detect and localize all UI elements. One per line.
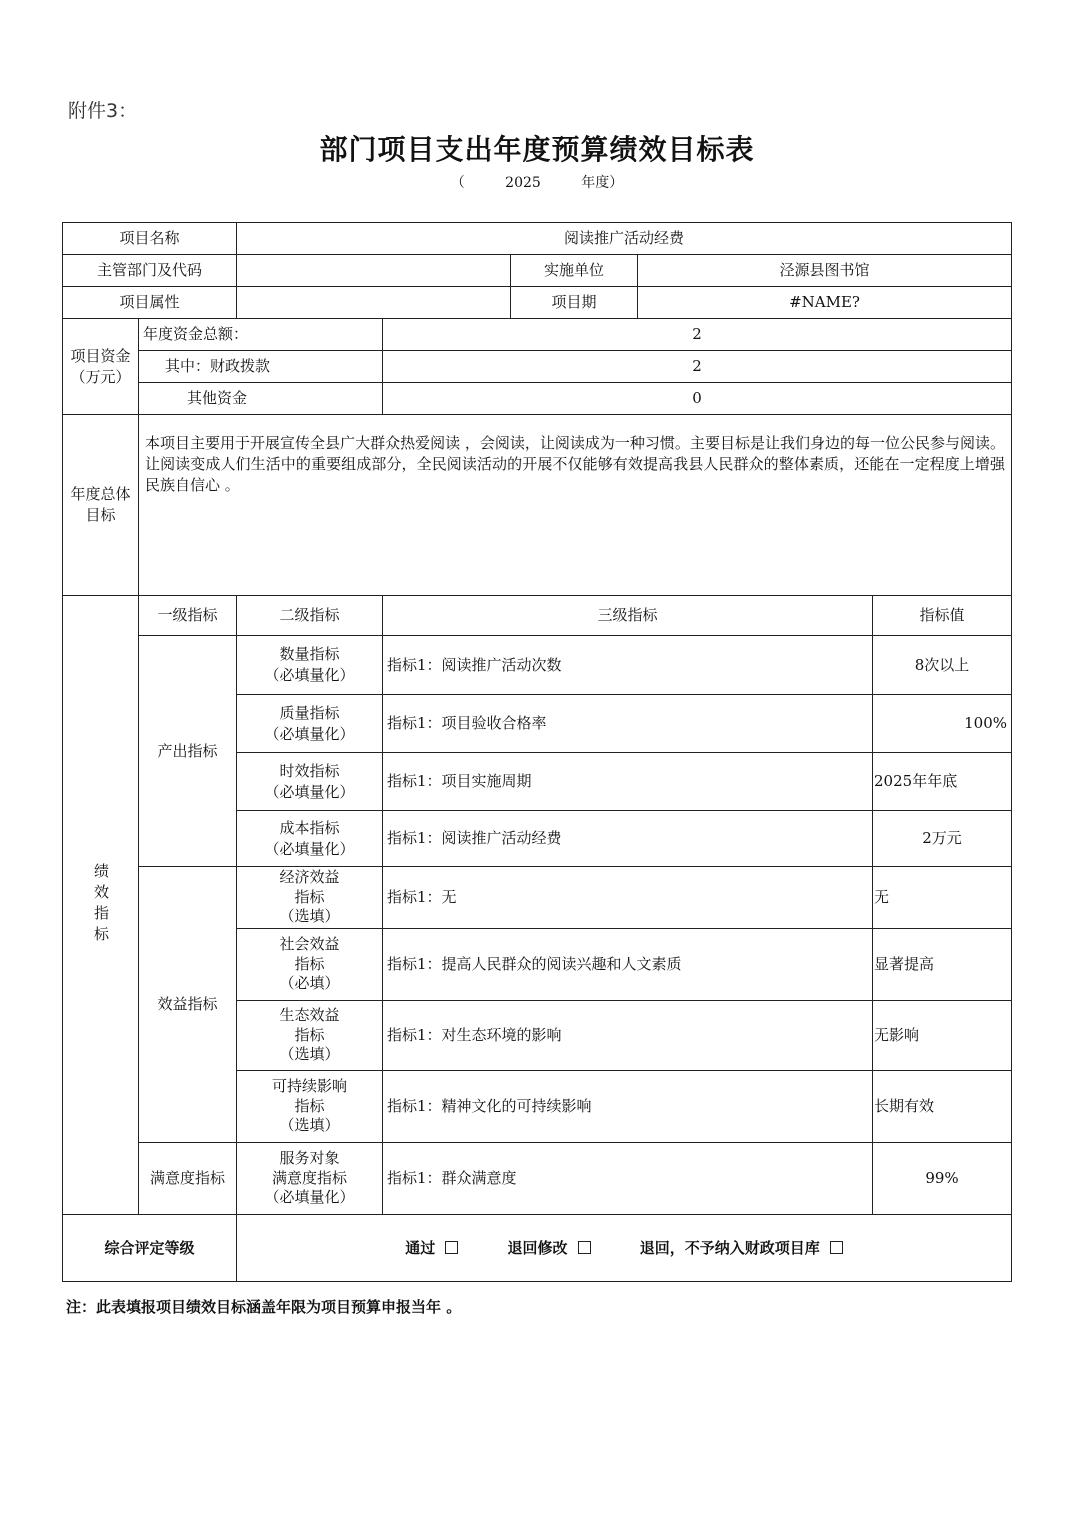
level2-line3: （选填） (279, 1116, 340, 1135)
project-name-value-cell: 阅读推广活动经费 (237, 223, 1012, 255)
level2-line1: 成本指标 (279, 818, 340, 837)
row-rating (63, 1215, 1012, 1282)
attr-value-cell (237, 287, 511, 319)
year-close: 年度） (581, 175, 624, 191)
funds-total-value: 2 (383, 319, 1012, 351)
level2-line3: （必填） (279, 974, 340, 993)
level3-cell: 指标1：阅读推广活动次数 (383, 636, 873, 695)
attachment-label: 附件3： (68, 100, 138, 122)
row-attr-precise (63, 287, 1012, 319)
level3-cell: 指标1：项目验收合格率 (383, 695, 873, 753)
funds-fiscal-label: 其中：财政拨款 (139, 351, 383, 383)
level2-line1: 可持续影响 (272, 1077, 348, 1096)
level2-cell (237, 695, 383, 753)
level3-cell: 指标1：阅读推广活动经费 (383, 811, 873, 867)
year-line (0, 172, 1074, 192)
value-cell: 100% (873, 695, 1012, 753)
checkbox-return-modify[interactable] (578, 1241, 591, 1254)
level2-cell (237, 929, 383, 1001)
value-cell: 显著提高 (873, 929, 1012, 1001)
level2-line2: 指标 (294, 954, 325, 973)
goal-label-line1: 年度总体 (70, 485, 131, 503)
dept-label-cell: 主管部门及代码 (63, 255, 237, 287)
dept-value-cell (237, 255, 511, 287)
level2-cell (237, 636, 383, 695)
row-funds-other (63, 383, 1012, 415)
level2-line3: （必填量化） (264, 839, 355, 858)
checkbox-reject[interactable] (830, 1241, 843, 1254)
level2-line3: （必填量化） (264, 1188, 355, 1207)
level2-line1: 经济效益 (279, 868, 340, 887)
rating-option-return-modify[interactable] (508, 1238, 591, 1259)
row-project-name-precise (63, 223, 1012, 255)
funds-label-line1: 项目资金 (70, 346, 131, 365)
funds-fiscal-value: 2 (383, 351, 1012, 383)
row-funds-total (63, 319, 1012, 351)
table-row (63, 636, 1012, 695)
row-funds-fiscal (63, 351, 1012, 383)
satisfaction-label: 满意度指标 (139, 1143, 237, 1215)
value-cell: 2025年年底 (873, 753, 1012, 811)
level2-line3: （选填） (279, 1045, 340, 1064)
benefit-label: 效益指标 (139, 867, 237, 1143)
impl-unit-label-cell: 实施单位 (511, 255, 638, 286)
perf-section-label-cell (63, 596, 139, 1215)
level2-line1: 生态效益 (279, 1006, 340, 1025)
col-value-header: 指标值 (873, 596, 1012, 636)
rating-pass-label: 通过 (405, 1238, 436, 1257)
period-group (511, 287, 1012, 319)
table-row (63, 1143, 1012, 1215)
level3-cell: 指标1：无 (383, 867, 873, 929)
funds-other-value: 0 (383, 383, 1012, 415)
col-level1-header: 一级指标 (139, 596, 237, 636)
perf-section-label: 绩效指标 (92, 863, 110, 947)
level3-cell: 指标1：对生态环境的影响 (383, 1001, 873, 1071)
level2-line2: 指标 (294, 1096, 325, 1115)
rating-option-reject[interactable] (640, 1238, 843, 1259)
level2-line1: 社会效益 (279, 935, 340, 954)
goal-label-line2: 目标 (85, 506, 116, 524)
year-open-paren: （ (450, 175, 465, 191)
funds-total-label: 年度资金总额： (139, 319, 383, 351)
rating-label: 综合评定等级 (63, 1215, 237, 1282)
value-cell: 长期有效 (873, 1071, 1012, 1143)
checkbox-pass[interactable] (445, 1241, 458, 1254)
level2-line1: 服务对象 (279, 1149, 340, 1168)
period-label-cell: 项目期 (511, 287, 638, 318)
level2-cell (237, 753, 383, 811)
project-name-label-cell: 项目名称 (63, 223, 237, 255)
level2-cell (237, 867, 383, 929)
goal-text: 本项目主要用于开展宣传全县广大群众热爱阅读 ，会阅读，让阅读成为一种习惯。主要目标是让我们身边的每一位公民参与阅读。让阅读变成人们生活中的重要组成部分，全民阅读活动的开展不仅能够有效提高我县人民群众的整体素质，还能在一定程度上增强民族自信心 。 (139, 415, 1012, 596)
impl-unit-group (511, 255, 1012, 287)
funds-label-line2: （万元） (70, 367, 131, 386)
level2-line3: （选填） (279, 907, 340, 926)
level2-cell (237, 811, 383, 867)
level2-cell (237, 1001, 383, 1071)
value-cell: 99% (873, 1143, 1012, 1215)
level2-line2: 满意度指标 (272, 1168, 348, 1187)
level2-line3: （必填量化） (264, 782, 355, 801)
level2-line2: 指标 (294, 1025, 325, 1044)
row-perf-header (63, 596, 1012, 636)
impl-unit-value-cell: 泾源县图书馆 (779, 261, 870, 279)
level2-line1: 时效指标 (279, 761, 340, 780)
level2-cell (237, 1143, 383, 1215)
level3-cell: 指标1：群众满意度 (383, 1143, 873, 1215)
year-value: 2025 (505, 175, 541, 191)
rating-return-modify-label: 退回修改 (507, 1238, 568, 1257)
rating-reject-label: 退回，不予纳入财政项目库 (639, 1238, 820, 1257)
output-label: 产出指标 (139, 636, 237, 867)
col-level2-header: 二级指标 (237, 596, 383, 636)
level3-cell: 指标1：精神文化的可持续影响 (383, 1071, 873, 1143)
level3-cell: 指标1：提高人民群众的阅读兴趣和人文素质 (383, 929, 873, 1001)
level2-line1: 质量指标 (279, 703, 340, 722)
value-cell: 2万元 (873, 811, 1012, 867)
level2-line3: （必填量化） (264, 666, 355, 684)
attr-label-cell: 项目属性 (63, 287, 237, 319)
period-value-cell: #NAME? (789, 293, 860, 311)
level3-cell: 指标1：项目实施周期 (383, 753, 873, 811)
funds-label-cell (63, 319, 139, 415)
row-dept-precise (63, 255, 1012, 287)
row-goal (63, 415, 1012, 596)
col-level3-header: 三级指标 (383, 596, 873, 636)
page-title: 部门项目支出年度预算绩效目标表 (319, 133, 755, 166)
rating-options (237, 1215, 1012, 1282)
footer-note: 注：此表填报项目绩效目标涵盖年限为项目预算申报当年 。 (66, 1298, 462, 1316)
level2-line3: （必填量化） (264, 724, 355, 743)
value-cell: 无影响 (873, 1001, 1012, 1071)
level2-line2: 指标 (294, 887, 325, 906)
value-cell: 无 (873, 867, 1012, 929)
level2-line1: 数量指标 (279, 645, 340, 663)
funds-other-label: 其他资金 (139, 383, 383, 415)
rating-option-pass[interactable] (405, 1238, 458, 1259)
table-row (63, 867, 1012, 929)
goal-label-cell (63, 415, 139, 596)
performance-form-table-precise (62, 222, 1012, 1282)
level2-cell (237, 1071, 383, 1143)
value-cell: 8次以上 (873, 636, 1012, 695)
